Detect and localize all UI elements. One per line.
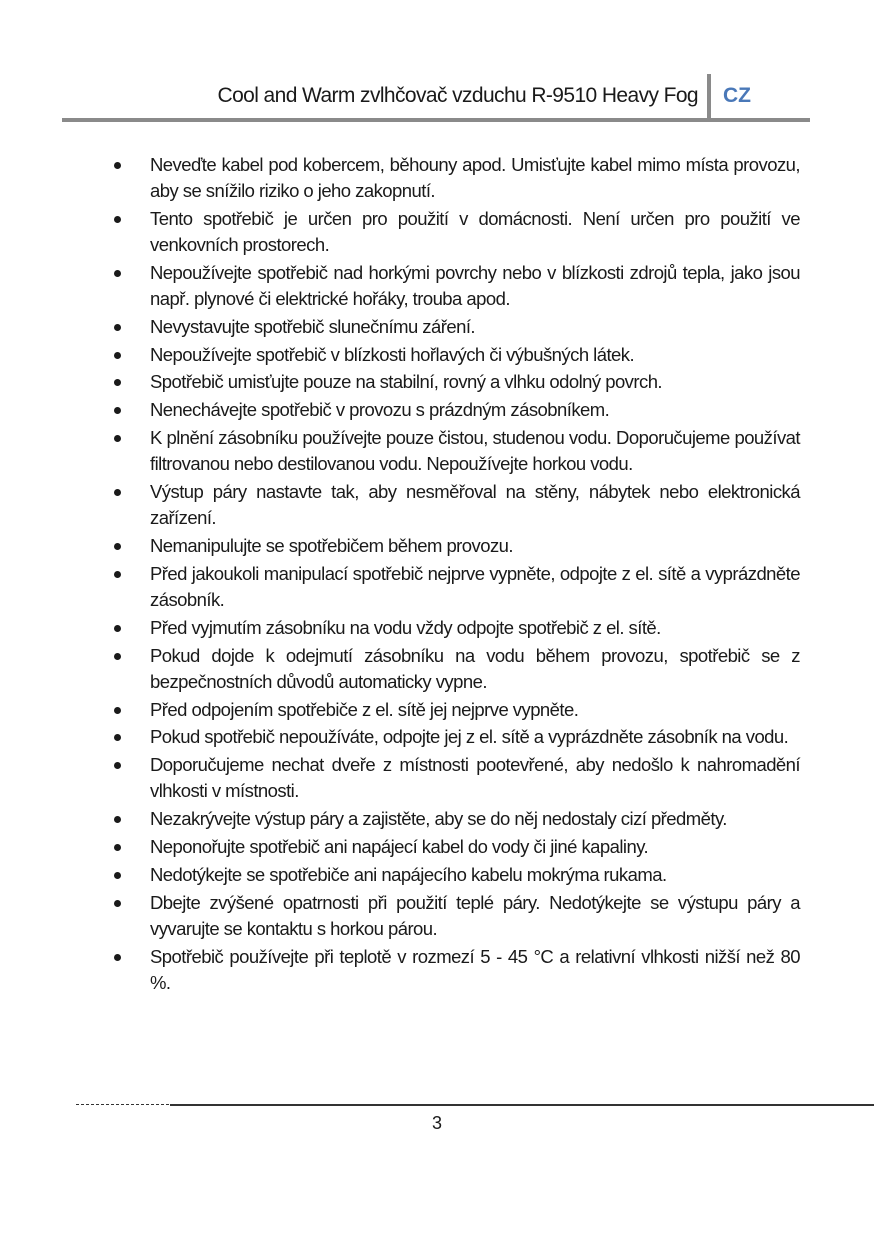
list-item-text: Nedotýkejte se spotřebiče ani napájecího kabelu mokrýma rukama. <box>150 864 667 886</box>
bullet-icon <box>114 954 121 961</box>
list-item <box>108 342 800 368</box>
list-item-text: Výstup páry nastavte tak, aby nesměřoval na stěny, nábytek nebo elektronická zařízení. <box>150 481 800 529</box>
bullet-icon <box>114 352 121 359</box>
language-label: CZ <box>723 84 751 107</box>
list-item-text: Nevystavujte spotřebič slunečnímu záření. <box>150 315 476 337</box>
bullet-icon <box>114 324 121 331</box>
list-item <box>108 752 800 804</box>
list-item <box>108 724 800 750</box>
bullet-icon <box>114 625 121 632</box>
list-item <box>108 533 800 559</box>
list-item-text: Nenechávejte spotřebič v provozu s prázdným zásobníkem. <box>150 399 610 421</box>
bullet-icon <box>114 762 121 769</box>
list-item <box>108 643 800 695</box>
header-rule <box>62 118 810 122</box>
bullet-icon <box>114 543 121 550</box>
list-item-text: Spotřebič umisťujte pouze na stabilní, rovný a vlhku odolný povrch. <box>150 371 663 393</box>
list-item-text: Nezakrývejte výstup páry a zajistěte, aby se do něj nedostaly cizí předměty. <box>150 808 727 830</box>
list-item <box>108 615 800 641</box>
list-item <box>108 806 800 832</box>
bullet-icon <box>114 489 121 496</box>
list-item <box>108 697 800 723</box>
bullet-icon <box>114 816 121 823</box>
header-title: Cool and Warm zvlhčovač vzduchu R-9510 Heavy Fog <box>217 84 698 107</box>
list-item-text: Tento spotřebič je určen pro použití v domácnosti. Není určen pro použití ve venkovních prostorech. <box>150 207 800 255</box>
list-item <box>108 206 800 258</box>
bullet-icon <box>114 571 121 578</box>
list-item-text: Nemanipulujte se spotřebičem během provozu. <box>150 535 513 557</box>
header-divider <box>707 74 711 120</box>
list-item <box>108 890 800 942</box>
list-item-text: Doporučujeme nechat dveře z místnosti pootevřené, aby nedošlo k nahromadění vlhkosti v místnosti. <box>150 754 800 802</box>
page-number: 3 <box>431 1113 442 1133</box>
bullet-icon <box>114 270 121 277</box>
list-item <box>108 152 800 204</box>
list-item-text: Neponořujte spotřebič ani napájecí kabel do vody či jiné kapaliny. <box>150 836 649 858</box>
bullet-icon <box>114 844 121 851</box>
list-item-text: Nepoužívejte spotřebič nad horkými povrchy nebo v blízkosti zdrojů tepla, jako jsou např. plynové či elektrické hořáky, trouba apod. <box>150 261 800 309</box>
list-item <box>108 561 800 613</box>
footer-rule <box>170 1104 874 1106</box>
list-item-text: Před jakoukoli manipulací spotřebič nejprve vypněte, odpojte z el. sítě a vyprázdněte zásobník. <box>150 562 800 610</box>
list-item-text: Pokud spotřebič nepoužíváte, odpojte jej z el. sítě a vyprázdněte zásobník na vodu. <box>150 726 789 748</box>
list-item-text: Před vyjmutím zásobníku na vodu vždy odpojte spotřebič z el. sítě. <box>150 616 661 638</box>
bullet-icon <box>114 379 121 386</box>
bullet-icon <box>114 216 121 223</box>
list-item-text: Před odpojením spotřebiče z el. sítě jej nejprve vypněte. <box>150 698 579 720</box>
list-item <box>108 369 800 395</box>
bullet-icon <box>114 653 121 660</box>
list-item-text: Pokud dojde k odejmutí zásobníku na vodu během provozu, spotřebič se z bezpečnostních důvodů automaticky vypne. <box>150 644 800 692</box>
list-item <box>108 479 800 531</box>
list-item <box>108 425 800 477</box>
list-item <box>108 944 800 996</box>
bullet-icon <box>114 872 121 879</box>
list-item-text: K plnění zásobníku používejte pouze čistou, studenou vodu. Doporučujeme používat filtrovanou nebo destilovanou vodu. Nepoužívejte horkou vodu. <box>150 427 800 475</box>
bullet-icon <box>114 435 121 442</box>
bullet-icon <box>114 707 121 714</box>
list-item <box>108 314 800 340</box>
bullet-icon <box>114 734 121 741</box>
bullet-icon <box>114 900 121 907</box>
list-item <box>108 834 800 860</box>
list-item-text: Nepoužívejte spotřebič v blízkosti hořlavých či výbušných látek. <box>150 343 635 365</box>
bullet-list <box>108 152 800 996</box>
safety-instructions <box>108 152 800 998</box>
list-item-text: Neveďte kabel pod kobercem, běhouny apod. Umisťujte kabel mimo místa provozu, aby se snížilo riziko o jeho zakopnutí. <box>150 154 800 201</box>
list-item-text: Spotřebič používejte při teplotě v rozmezí 5 - 45 °C a relativní vlhkosti nižší než 80 %. <box>150 945 800 993</box>
bullet-icon <box>114 407 121 414</box>
list-item <box>108 397 800 423</box>
bullet-icon <box>114 162 121 169</box>
page-header <box>0 72 874 122</box>
list-item <box>108 862 800 888</box>
list-item <box>108 260 800 312</box>
list-item-text: Dbejte zvýšené opatrnosti při použití teplé páry. Nedotýkejte se výstupu páry a vyvarujte se kontaktu s horkou párou. <box>150 891 800 939</box>
